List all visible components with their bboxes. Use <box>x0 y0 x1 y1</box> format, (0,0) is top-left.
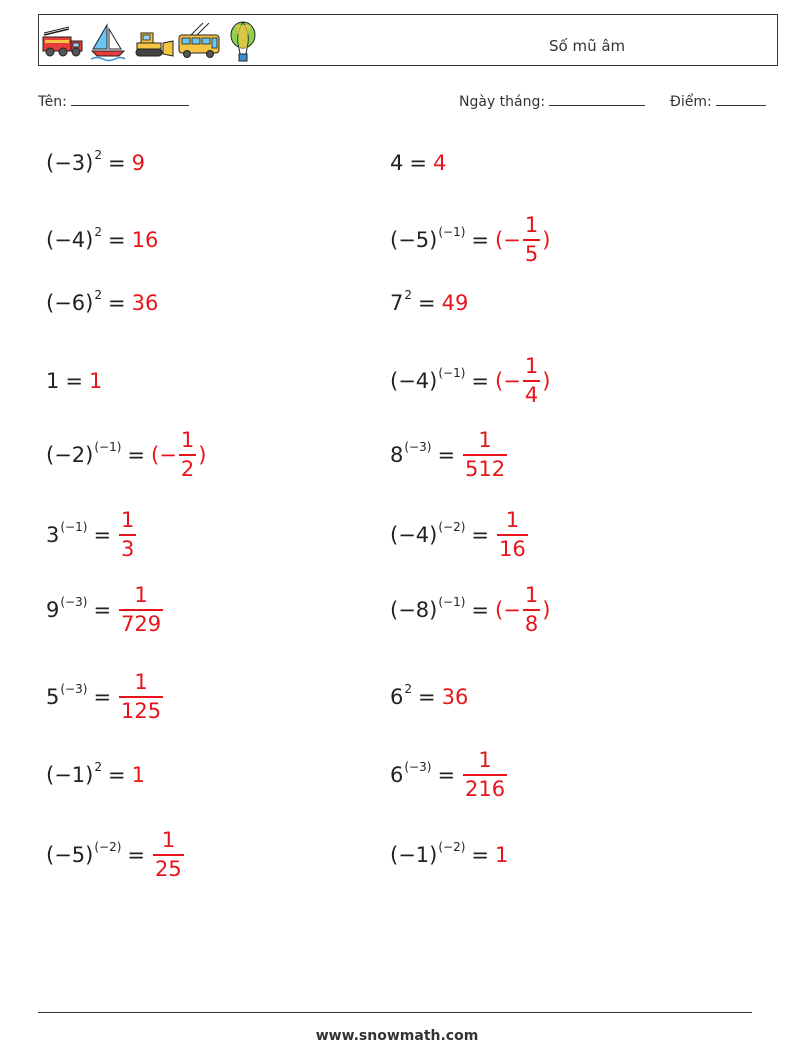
answer-fraction <box>497 510 528 560</box>
equals-sign: = <box>471 369 490 393</box>
problem-answer: 1 <box>495 843 509 867</box>
answer-suffix: ) <box>542 598 551 622</box>
problem-exponent: 2 <box>94 225 102 239</box>
equals-sign: = <box>107 151 126 175</box>
problem-base: (−2) <box>46 443 94 467</box>
answer-suffix: ) <box>542 228 551 252</box>
problem-answer <box>117 510 138 560</box>
equals-sign: = <box>437 763 456 787</box>
answer-prefix: (− <box>495 369 521 393</box>
problem-exponent: 2 <box>404 288 413 302</box>
problem-item <box>390 508 530 561</box>
fraction-denominator: 8 <box>523 609 540 635</box>
problem-answer: 1 <box>131 763 145 787</box>
fraction-numerator: 1 <box>524 583 539 607</box>
answer-fraction <box>179 430 196 480</box>
date-blank[interactable] <box>549 104 645 106</box>
problem-base: (−4) <box>46 228 94 252</box>
equals-sign: = <box>409 151 427 175</box>
answer-fraction <box>119 672 163 722</box>
bulldozer-icon <box>133 21 175 63</box>
problem-item <box>390 748 509 801</box>
answer-fraction <box>463 430 507 480</box>
problem-answer <box>151 430 206 480</box>
date-label: Ngày tháng: <box>459 94 546 110</box>
equals-sign: = <box>471 523 490 547</box>
problem-answer <box>495 356 550 406</box>
equals-sign: = <box>127 443 146 467</box>
fraction-numerator: 1 <box>180 428 195 452</box>
problem-exponent: (−3) <box>60 595 88 609</box>
trolleybus-icon <box>177 21 221 63</box>
fraction-denominator: 729 <box>119 609 163 635</box>
answer-prefix: (− <box>495 228 521 252</box>
fraction-denominator: 25 <box>153 854 184 880</box>
problem-exponent: (−1) <box>438 225 466 239</box>
problem-item <box>46 828 186 881</box>
equals-sign: = <box>107 763 126 787</box>
score-field <box>670 94 766 110</box>
fraction-numerator: 1 <box>161 828 176 852</box>
fraction-denominator: 512 <box>463 454 507 480</box>
answer-fraction <box>119 510 136 560</box>
answer-prefix: (− <box>151 443 177 467</box>
equals-sign: = <box>471 598 490 622</box>
problem-answer: 4 <box>432 151 447 175</box>
equals-sign: = <box>127 843 146 867</box>
equals-sign: = <box>437 443 456 467</box>
problem-item <box>46 508 138 561</box>
answer-fraction <box>119 585 163 635</box>
problem-exponent: 2 <box>94 148 102 162</box>
problem-item <box>390 143 446 183</box>
fraction-numerator: 1 <box>134 670 148 694</box>
problem-item <box>46 283 158 323</box>
equals-sign: = <box>107 228 126 252</box>
problem-base: 3 <box>46 523 60 547</box>
problem-base: (−1) <box>46 763 94 787</box>
problem-exponent: (−2) <box>438 520 466 534</box>
problem-item <box>46 361 102 401</box>
fraction-denominator: 125 <box>119 696 163 722</box>
problem-base: (−5) <box>390 228 438 252</box>
problem-base: 7 <box>390 291 404 315</box>
problem-answer: 1 <box>88 369 103 393</box>
name-blank[interactable] <box>71 104 189 106</box>
fraction-denominator: 5 <box>523 239 540 265</box>
score-label: Điểm: <box>670 94 712 110</box>
equals-sign: = <box>471 228 490 252</box>
problem-base: 9 <box>46 598 60 622</box>
fraction-denominator: 16 <box>497 534 528 560</box>
problem-answer <box>117 585 165 635</box>
problem-base: 5 <box>46 685 60 709</box>
problem-item <box>46 755 145 795</box>
problem-base: 6 <box>390 685 404 709</box>
problem-answer <box>151 830 186 880</box>
fraction-numerator: 1 <box>121 508 135 532</box>
problem-base: (−6) <box>46 291 94 315</box>
problem-exponent: (−1) <box>94 440 122 454</box>
answer-fraction <box>463 750 507 800</box>
fraction-denominator: 2 <box>179 454 196 480</box>
equals-sign: = <box>93 598 112 622</box>
problem-answer: 36 <box>441 685 469 709</box>
problem-exponent: (−3) <box>404 440 432 454</box>
problem-exponent: (−2) <box>94 840 122 854</box>
fraction-numerator: 1 <box>478 428 492 452</box>
problem-answer: 16 <box>131 228 159 252</box>
name-label: Tên: <box>38 94 67 110</box>
equals-sign: = <box>471 843 490 867</box>
header-box <box>38 14 778 66</box>
problem-base: 1 <box>46 369 60 393</box>
problem-item <box>390 583 551 636</box>
problem-base: 8 <box>390 443 404 467</box>
problem-item <box>390 354 551 407</box>
problem-answer: 49 <box>441 291 469 315</box>
fire-truck-icon <box>41 21 85 63</box>
date-field <box>459 94 645 110</box>
problem-item <box>390 835 508 875</box>
problem-exponent: 2 <box>94 288 102 302</box>
equals-sign: = <box>418 291 436 315</box>
problem-answer <box>495 215 550 265</box>
fraction-denominator: 4 <box>523 380 540 406</box>
problem-base: (−4) <box>390 523 438 547</box>
problem-item <box>390 428 509 481</box>
equals-sign: = <box>107 291 126 315</box>
sailboat-icon <box>89 21 127 63</box>
page-title: Số mũ âm <box>549 37 626 55</box>
fraction-numerator: 1 <box>505 508 520 532</box>
problem-exponent: (−3) <box>60 682 88 696</box>
problem-item <box>390 213 551 266</box>
fraction-denominator: 216 <box>463 774 507 800</box>
problem-base: (−1) <box>390 843 438 867</box>
fraction-numerator: 1 <box>524 354 539 378</box>
problem-item <box>390 677 468 717</box>
answer-prefix: (− <box>495 598 521 622</box>
problem-item <box>46 670 165 723</box>
fraction-denominator: 3 <box>119 534 136 560</box>
problem-answer: 9 <box>131 151 145 175</box>
answer-fraction <box>523 215 540 265</box>
footer-divider <box>38 1012 752 1013</box>
problem-item <box>46 428 207 481</box>
problem-answer: 36 <box>131 291 159 315</box>
problem-exponent: 2 <box>404 682 413 696</box>
problem-exponent: (−2) <box>438 840 466 854</box>
answer-suffix: ) <box>198 443 207 467</box>
equals-sign: = <box>93 685 112 709</box>
problem-base: (−4) <box>390 369 438 393</box>
name-field <box>38 94 189 110</box>
equals-sign: = <box>93 523 112 547</box>
problem-answer <box>461 430 509 480</box>
fraction-numerator: 1 <box>524 213 539 237</box>
answer-fraction <box>523 585 540 635</box>
answer-fraction <box>153 830 184 880</box>
problem-answer <box>495 510 530 560</box>
problem-exponent: (−3) <box>404 760 432 774</box>
problem-item <box>46 143 145 183</box>
equals-sign: = <box>65 369 83 393</box>
problem-exponent: (−1) <box>60 520 88 534</box>
problem-exponent: (−1) <box>438 366 466 380</box>
problem-base: (−3) <box>46 151 94 175</box>
hot-air-balloon-icon <box>227 21 259 63</box>
equals-sign: = <box>418 685 436 709</box>
fraction-numerator: 1 <box>478 748 492 772</box>
problem-exponent: 2 <box>94 760 102 774</box>
footer-site: www.snowmath.com <box>315 1028 479 1044</box>
problem-base: 4 <box>390 151 404 175</box>
problem-exponent: (−1) <box>438 595 466 609</box>
problem-base: (−5) <box>46 843 94 867</box>
problem-item <box>46 583 165 636</box>
answer-fraction <box>523 356 540 406</box>
problem-answer <box>117 672 165 722</box>
problem-item <box>46 220 158 260</box>
problem-item <box>390 283 468 323</box>
problem-answer <box>461 750 509 800</box>
problem-answer <box>495 585 550 635</box>
fraction-numerator: 1 <box>134 583 148 607</box>
score-blank[interactable] <box>716 104 766 106</box>
answer-suffix: ) <box>542 369 551 393</box>
problem-base: 6 <box>390 763 404 787</box>
problem-base: (−8) <box>390 598 438 622</box>
